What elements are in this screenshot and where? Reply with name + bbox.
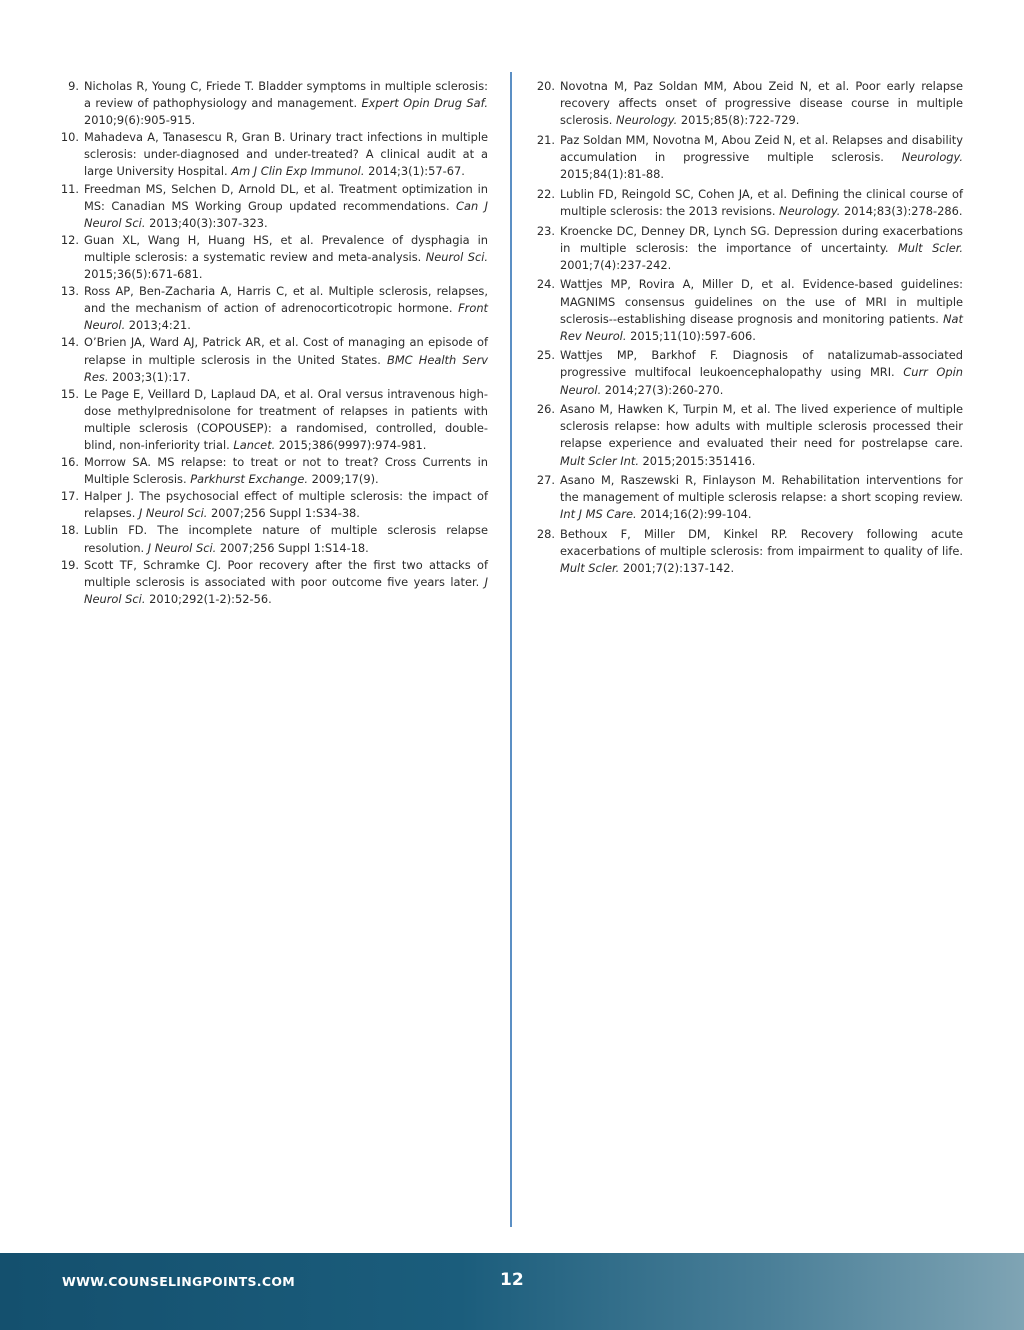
reference-journal: Can J Neurol Sci.: [84, 198, 488, 230]
reference-number: 9.: [68, 79, 79, 93]
reference-text: [560, 347, 963, 398]
reference-journal: Neurol Sci.: [425, 249, 488, 264]
reference-journal: Neurology.: [901, 149, 963, 164]
reference-body: Wattjes MP, Barkhof F. Diagnosis of natalizumab-associated progressive multifocal leukoencephalopathy using MRI.: [560, 348, 963, 380]
reference-number: 25.: [536, 348, 555, 363]
reference-citation: 2015;2015:351416.: [638, 453, 756, 468]
reference-journal: Lancet.: [233, 437, 276, 452]
references-right-column: [533, 78, 963, 580]
references-left-column: [58, 78, 488, 608]
reference-body: Asano M, Hawken K, Turpin M, et al. The lived experience of multiple sclerosis relapse: how adults with multiple sclerosis processed their relapse experience and evaluated their need for postrelapse care.: [560, 402, 963, 451]
reference-citation: 2001;7(2):137-142.: [619, 561, 735, 576]
reference-journal: Mult Scler.: [897, 240, 963, 255]
reference-journal: BMC Health Serv Res.: [84, 352, 488, 384]
reference-text: [560, 78, 963, 129]
page-footer: [0, 1253, 1024, 1330]
reference-body: Lublin FD, Reingold SC, Cohen JA, et al. Defining the clinical course of multiple sclerosis: the 2013 revisions.: [560, 186, 963, 218]
reference-citation: 2009;17(9).: [307, 472, 379, 487]
reference-citation: 2010;9(6):905-915.: [84, 113, 196, 128]
reference-body: Scott TF, Schramke CJ. Poor recovery after the first two attacks of multiple sclerosis is associated with poor outcome five years later.: [84, 557, 488, 589]
reference-citation: 2014;83(3):278-286.: [840, 203, 963, 218]
reference-body: Lublin FD. The incomplete nature of multiple sclerosis relapse resolution.: [84, 523, 488, 555]
reference-body: Halper J. The psychosocial effect of multiple sclerosis: the impact of relapses.: [84, 489, 488, 521]
reference-number: 19.: [60, 557, 79, 572]
reference-text: [560, 472, 963, 523]
reference-journal: Front Neurol.: [84, 301, 488, 333]
reference-body: Le Page E, Veillard D, Laplaud DA, et al. Oral versus intravenous high-dose methylprednisolone for treatment of relapses in patients with multiple sclerosis (COPOUSEP): a randomised, controlled, double-blind, non-inferiority trial.: [84, 386, 488, 452]
reference-journal: Mult Scler Int.: [560, 453, 639, 468]
reference-item: [533, 78, 963, 129]
reference-item: [58, 283, 488, 334]
reference-text: [84, 78, 488, 129]
reference-number: 23.: [536, 223, 555, 238]
reference-body: Guan XL, Wang H, Huang HS, et al. Prevalence of dysphagia in multiple sclerosis: a systematic review and meta-analysis.: [84, 232, 488, 264]
reference-item: [58, 522, 488, 556]
reference-number: 12.: [60, 232, 79, 247]
reference-citation: 2015;11(10):597-606.: [626, 328, 756, 343]
reference-item: [58, 334, 488, 385]
reference-number: 17.: [60, 489, 79, 504]
reference-citation: 2013;4:21.: [125, 318, 191, 333]
reference-citation: 2001;7(4):237-242.: [560, 257, 672, 272]
footer-website-link[interactable]: WWW.COUNSELINGPOINTS.COM: [62, 1274, 295, 1289]
reference-item: [58, 181, 488, 232]
reference-number: 21.: [536, 132, 555, 147]
reference-item: [533, 276, 963, 344]
reference-citation: 2015;386(9997):974-981.: [275, 437, 427, 452]
reference-text: [560, 526, 963, 577]
reference-text: [560, 276, 963, 344]
reference-number: 14.: [60, 335, 79, 350]
reference-journal: Parkhurst Exchange.: [190, 472, 308, 487]
reference-citation: 2015;84(1):81-88.: [560, 167, 665, 182]
reference-item: [533, 132, 963, 183]
reference-text: [84, 334, 488, 385]
reference-body: Wattjes MP, Rovira A, Miller D, et al. Evidence-based guidelines: MAGNIMS consensus guidelines on the use of MRI in multiple sclerosis--establishing disease prognosis and monitoring patients.: [560, 277, 963, 326]
reference-number: 10.: [60, 130, 79, 145]
reference-text: [84, 232, 488, 283]
reference-text: [84, 283, 488, 334]
reference-text: [84, 386, 488, 454]
reference-item: [58, 78, 488, 129]
reference-number: 13.: [60, 284, 79, 299]
reference-text: [84, 454, 488, 488]
reference-text: [560, 186, 963, 220]
reference-body: Nicholas R, Young C, Friede T. Bladder symptoms in multiple sclerosis: a review of pathophysiology and management.: [84, 79, 488, 111]
reference-text: [560, 401, 963, 469]
reference-item: [58, 454, 488, 488]
reference-journal: Neurology.: [616, 113, 678, 128]
reference-text: [84, 557, 488, 608]
reference-item: [533, 223, 963, 274]
reference-body: Freedman MS, Selchen D, Arnold DL, et al. Treatment optimization in MS: Canadian MS Working Group updated recommendations.: [84, 181, 488, 213]
reference-item: [533, 526, 963, 577]
reference-body: Asano M, Raszewski R, Finlayson M. Rehabilitation interventions for the management of multiple sclerosis relapse: a short scoping review.: [560, 473, 963, 505]
reference-citation: 2010;292(1-2):52-56.: [145, 591, 272, 606]
reference-item: [58, 488, 488, 522]
reference-number: 28.: [536, 527, 555, 542]
reference-journal: Nat Rev Neurol.: [560, 311, 963, 343]
reference-item: [533, 472, 963, 523]
reference-body: Kroencke DC, Denney DR, Lynch SG. Depression during exacerbations in multiple sclerosis: the importance of uncertainty.: [560, 223, 963, 255]
reference-text: [84, 522, 488, 556]
reference-citation: 2014;16(2):99-104.: [636, 507, 752, 522]
reference-journal: Am J Clin Exp Immunol.: [231, 164, 365, 179]
reference-text: [84, 181, 488, 232]
reference-number: 22.: [536, 186, 555, 201]
reference-text: [560, 223, 963, 274]
reference-journal: Curr Opin Neurol.: [560, 365, 963, 397]
reference-journal: J Neurol Sci.: [138, 506, 208, 521]
reference-item: [533, 401, 963, 469]
reference-text: [560, 132, 963, 183]
reference-body: Mahadeva A, Tanasescu R, Gran B. Urinary tract infections in multiple sclerosis: under-diagnosed and under-treated? A clinical audit at a large University Hospital.: [84, 130, 488, 179]
reference-text: [84, 488, 488, 522]
reference-citation: 2003;3(1):17.: [108, 369, 191, 384]
reference-item: [58, 129, 488, 180]
page-number: 12: [500, 1270, 524, 1290]
reference-item: [533, 347, 963, 398]
reference-body: Morrow SA. MS relapse: to treat or not to treat? Cross Currents in Multiple Sclerosis.: [84, 455, 488, 487]
reference-item: [58, 386, 488, 454]
reference-citation: 2015;36(5):671-681.: [84, 267, 203, 282]
reference-citation: 2013;40(3):307-323.: [145, 215, 268, 230]
reference-item: [58, 557, 488, 608]
reference-journal: Int J MS Care.: [560, 507, 637, 522]
reference-text: [84, 129, 488, 180]
reference-citation: 2014;27(3):260-270.: [601, 382, 724, 397]
reference-citation: 2014;3(1):57-67.: [364, 164, 465, 179]
reference-item: [58, 232, 488, 283]
reference-journal: Neurology.: [779, 203, 841, 218]
reference-number: 20.: [536, 79, 555, 93]
reference-journal: J Neurol Sci.: [147, 540, 217, 555]
reference-number: 27.: [536, 473, 555, 488]
reference-body: Novotna M, Paz Soldan MM, Abou Zeid N, et al. Poor early relapse recovery affects onset of progressive disease course in multiple sclerosis.: [560, 79, 963, 128]
reference-number: 26.: [536, 402, 555, 417]
reference-number: 18.: [60, 523, 79, 538]
reference-body: Ross AP, Ben-Zacharia A, Harris C, et al. Multiple sclerosis, relapses, and the mechanism of action of adrenocorticotropic hormone.: [84, 284, 488, 316]
reference-number: 16.: [60, 455, 79, 470]
reference-number: 15.: [60, 386, 79, 401]
reference-citation: 2007;256 Suppl 1:S34-38.: [207, 506, 360, 521]
reference-body: Paz Soldan MM, Novotna M, Abou Zeid N, et al. Relapses and disability accumulation in progressive multiple sclerosis.: [560, 132, 963, 164]
reference-citation: 2007;256 Suppl 1:S14-18.: [216, 540, 369, 555]
reference-journal: Mult Scler.: [560, 561, 620, 576]
reference-citation: 2015;85(8):722-729.: [677, 113, 800, 128]
reference-number: 11.: [60, 181, 79, 196]
reference-number: 24.: [536, 277, 555, 292]
reference-body: O’Brien JA, Ward AJ, Patrick AR, et al. Cost of managing an episode of relapse in multiple sclerosis in the United States.: [84, 335, 488, 367]
column-divider: [510, 72, 512, 1227]
reference-body: Bethoux F, Miller DM, Kinkel RP. Recovery following acute exacerbations of multiple sclerosis: from impairment to quality of life.: [560, 527, 963, 559]
reference-item: [533, 186, 963, 220]
reference-journal: J Neurol Sci.: [84, 574, 488, 606]
reference-journal: Expert Opin Drug Saf.: [361, 96, 488, 111]
